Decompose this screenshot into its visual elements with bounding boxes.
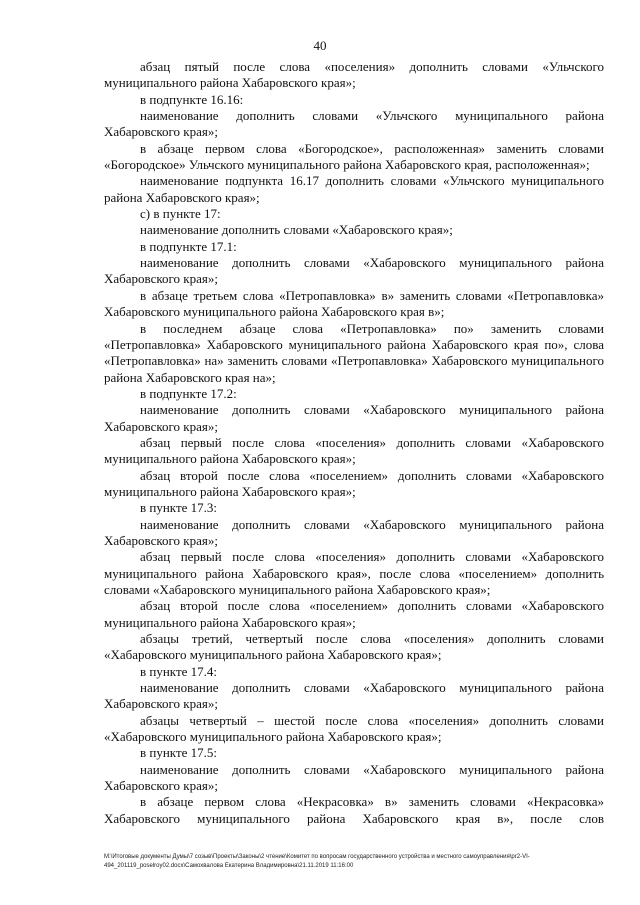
paragraph: с) в пункте 17: — [140, 206, 221, 222]
footer-line: 494_201119_poselroy02.docx\Самохвалова Екатерина Владимировна\21.11.2019 11:16:00 — [104, 863, 354, 869]
paragraph: абзацы четвертый – шестой после слова «поселения» дополнить словами «Хабаровского муниципального района Хабаровского края»; — [104, 712, 604, 745]
document-body — [104, 59, 604, 827]
paragraph: в пункте 17.5: — [140, 745, 218, 761]
paragraph: в абзаце первом слова «Некрасовка» в» заменить словами «Некрасовка» Хабаровского муниципального района Хабаровского края в», после слов — [104, 794, 604, 826]
paragraph: наименование дополнить словами «Хабаровского муниципального района Хабаровского края»; — [104, 761, 604, 794]
footer-line: М:\Итоговые документы Думы\7 созыв\Проекты\Законы\2 чтение\Комитет по вопросам государственного устройства и местного самоуправления\pr2-VI- — [104, 854, 530, 860]
file-path-footer — [104, 853, 619, 871]
page-number: 40 — [313, 38, 327, 53]
paragraph: в подпункте 17.2: — [140, 385, 237, 401]
paragraph: абзац второй после слова «поселением» дополнить словами «Хабаровского муниципального района Хабаровского края»; — [104, 467, 604, 499]
paragraph: абзац второй после слова «поселением» дополнить словами «Хабаровского муниципального района Хабаровского края»; — [104, 598, 604, 630]
paragraph: наименование дополнить словами «Хабаровского края»; — [140, 222, 453, 238]
paragraph: в последнем абзаце слова «Петропавловка» по» заменить словами «Петропавловка» Хабаровского муниципального района Хабаровского края по», слова «Петропавловка» на» заменить словами «Петропавловка» Хабаровского муниципального района Хабаровского края на»; — [104, 320, 604, 385]
paragraph: абзац пятый после слова «поселения» дополнить словами «Ульчского муниципального района Хабаровского края»; — [104, 59, 604, 91]
paragraph: наименование дополнить словами «Хабаровского муниципального района Хабаровского края»; — [104, 680, 604, 712]
paragraph: в подпункте 17.1: — [140, 238, 237, 254]
paragraph: абзацы третий, четвертый после слова «поселения» дополнить словами «Хабаровского муниципального района Хабаровского края»; — [104, 631, 604, 663]
paragraph: в подпункте 16.16: — [140, 91, 244, 107]
paragraph: наименование дополнить словами «Ульчского муниципального района Хабаровского края»; — [104, 108, 604, 140]
paragraph: абзац первый после слова «поселения» дополнить словами «Хабаровского муниципального района Хабаровского края», после слова «поселением» дополнить словами «Хабаровского муниципального района Хабаровского края»; — [104, 549, 604, 597]
paragraph: в абзаце третьем слова «Петропавловка» в» заменить словами «Петропавловка» Хабаровского муниципального района Хабаровского края в»; — [104, 287, 604, 320]
paragraph: наименование дополнить словами «Хабаровского муниципального района Хабаровского края»; — [104, 402, 604, 434]
paragraph: наименование дополнить словами «Хабаровского муниципального района Хабаровского края»; — [104, 516, 604, 548]
paragraph: в абзаце первом слова «Богородское», расположенная» заменить словами «Богородское» Ульчского муниципального района Хабаровского края, расположенная»; — [104, 140, 604, 173]
paragraph: наименование дополнить словами «Хабаровского муниципального района Хабаровского края»; — [104, 255, 604, 287]
paragraph: в пункте 17.3: — [140, 500, 218, 516]
paragraph: наименование подпункта 16.17 дополнить словами «Ульчского муниципального района Хабаровского края»; — [104, 173, 604, 205]
paragraph: абзац первый после слова «поселения» дополнить словами «Хабаровского муниципального района Хабаровского края»; — [104, 434, 604, 467]
paragraph: в пункте 17.4: — [140, 663, 218, 679]
